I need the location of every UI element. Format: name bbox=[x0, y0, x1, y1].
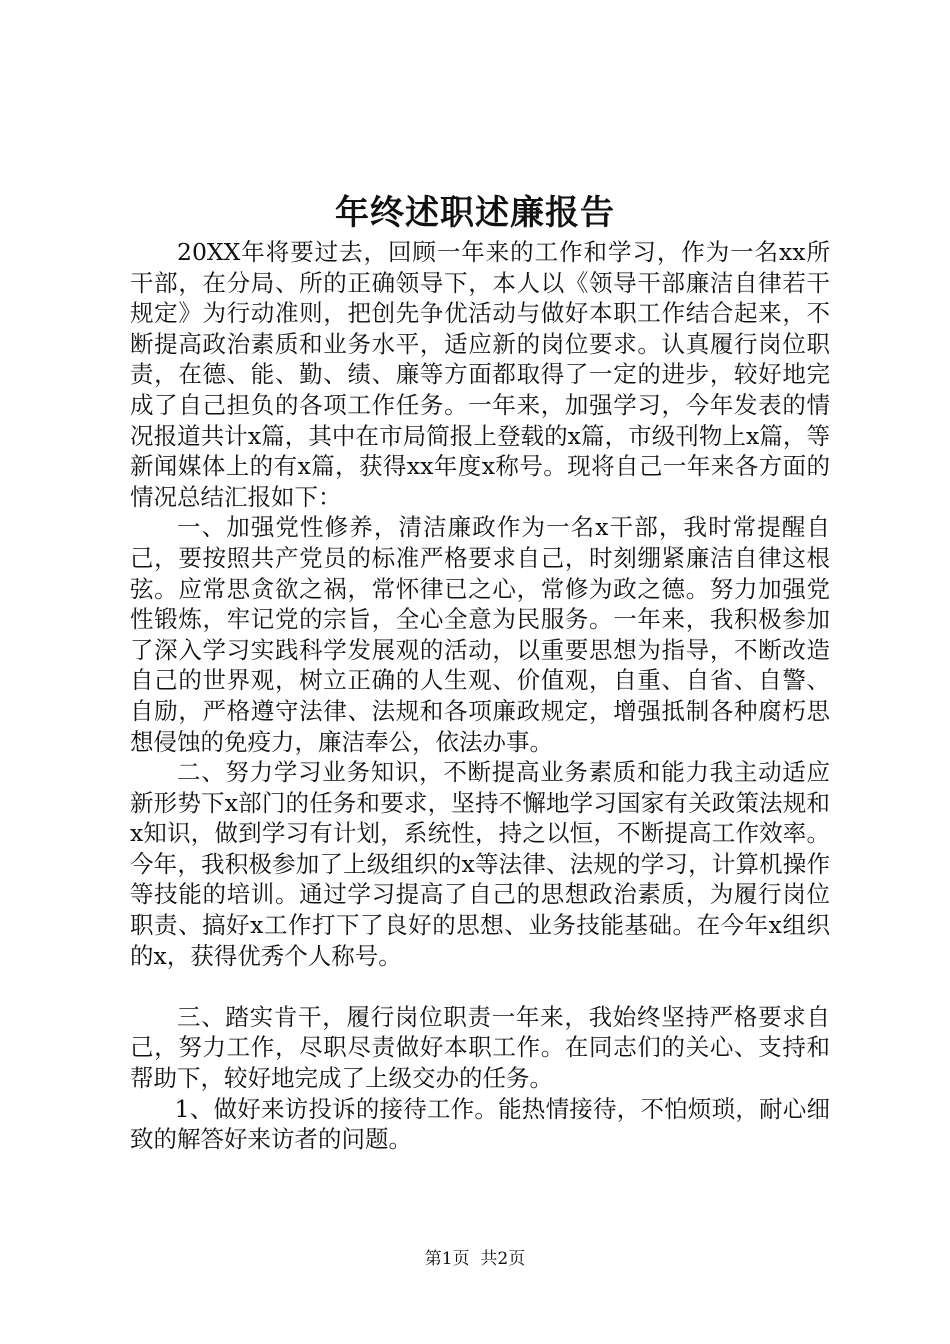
page-count: 共2页 bbox=[480, 1249, 526, 1269]
blank-line bbox=[130, 971, 830, 1002]
paragraph-section-1: 一、加强党性修养，清洁廉政作为一名x干部，我时常提醒自己，要按照共产党员的标准严格要求自己，时刻绷紧廉洁自律这根弦。应常思贪欲之祸，常怀律已之心，常修为政之德。努力加强党性锻炼，牢记党的宗旨，全心全意为民服务。一年来，我积极参加了深入学习实践科学发展观的活动，以重要思想为指导，不断改造自己的世界观，树立正确的人生观、价值观，自重、自省、自警、自励，严格遵守法律、法规和各项廉政规定，增强抵制各种腐朽思想侵蚀的免疫力，廉洁奉公，依法办事。 bbox=[130, 513, 830, 756]
page-footer bbox=[0, 1244, 950, 1269]
paragraph-section-3: 三、踏实肯干，履行岗位职责一年来，我始终坚持严格要求自己，努力工作，尽职尽责做好本职工作。在同志们的关心、支持和帮助下，较好地完成了上级交办的任务。 bbox=[130, 1002, 830, 1093]
paragraph-item-1: 1、做好来访投诉的接待工作。能热情接待，不怕烦琐，耐心细致的解答好来访者的问题。 bbox=[130, 1094, 830, 1154]
paragraph-intro: 20XX年将要过去，回顾一年来的工作和学习，作为一名xx所干部，在分局、所的正确领导下，本人以《领导干部廉洁自律若干规定》为行动准则，把创先争优活动与做好本职工作结合起来，不断提高政治素质和业务水平，适应新的岗位要求。认真履行岗位职责，在德、能、勤、绩、廉等方面都取得了一定的进步，较好地完成了自己担负的各项工作任务。一年来，加强学习，今年发表的情况报道共计x篇，其中在市局简报上登载的x篇，市级刊物上x篇，等新闻媒体上的有x篇，获得xx年度x称号。现将自己一年来各方面的情况总结汇报如下： bbox=[130, 238, 830, 511]
document-body bbox=[130, 237, 830, 1155]
page-number: 第1页 bbox=[424, 1249, 470, 1269]
paragraph-section-2: 二、努力学习业务知识，不断提高业务素质和能力我主动适应新形势下x部门的任务和要求，坚持不懈地学习国家有关政策法规和x知识，做到学习有计划，系统性，持之以恒，不断提高工作效率。今年，我积极参加了上级组织的x等法律、法规的学习，计算机操作等技能的培训。通过学习提高了自己的思想政治素质，为履行岗位职责、搞好x工作打下了良好的思想、业务技能基础。在今年x组织的x，获得优秀个人称号。 bbox=[130, 758, 830, 970]
document-title: 年终述职述廉报告 bbox=[335, 193, 615, 233]
